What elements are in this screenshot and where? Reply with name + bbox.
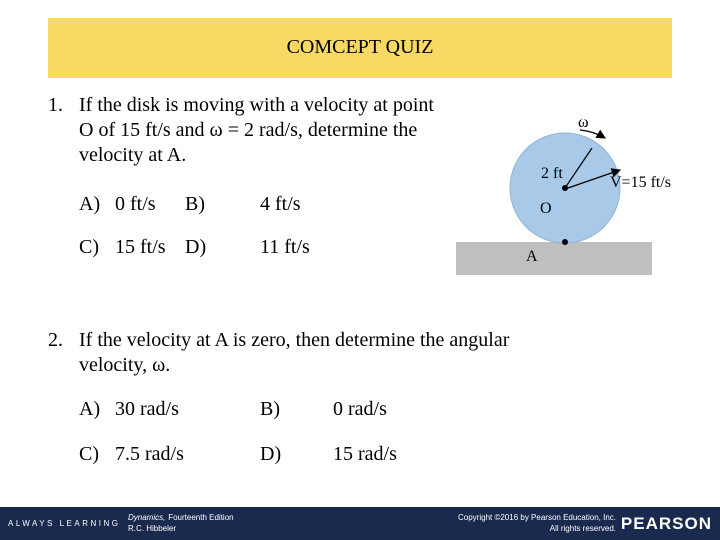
q1-number: 1. — [48, 94, 63, 116]
q1-option-d-letter: D) — [185, 236, 207, 258]
footer-book-title: Dynamics, — [128, 513, 166, 522]
q2-option-a-value: 30 rad/s — [115, 398, 179, 420]
q1-text-line3: velocity at A. — [79, 144, 187, 166]
velocity-label: V=15 ft/s — [610, 174, 672, 191]
omega-label: ω — [578, 114, 589, 131]
title-band — [48, 18, 672, 78]
ground — [456, 242, 652, 275]
q2-option-d-value: 15 rad/s — [333, 443, 397, 465]
footer-bar — [0, 507, 720, 540]
q2-option-d-letter: D) — [260, 443, 282, 465]
q1-text-line2: O of 15 ft/s and ω = 2 rad/s, determine the — [79, 119, 418, 141]
q1-option-a-letter: A) — [79, 193, 101, 215]
q1-option-c-letter: C) — [79, 236, 99, 258]
center-point — [562, 185, 568, 191]
footer-copyright-line2: All rights reserved. — [549, 524, 616, 533]
q2-option-b-value: 0 rad/s — [333, 398, 387, 420]
q2-text-line2: velocity, ω. — [79, 354, 171, 376]
contact-point — [562, 239, 568, 245]
q2-number: 2. — [48, 329, 63, 351]
q1-option-b-letter: B) — [185, 193, 205, 215]
q1-option-d-value: 11 ft/s — [260, 236, 310, 258]
contact-label: A — [526, 248, 538, 265]
footer-book-edition: Fourteenth Edition — [166, 513, 234, 522]
center-label: O — [540, 200, 552, 217]
q1-option-c-value: 15 ft/s — [115, 236, 166, 258]
q2-option-c-letter: C) — [79, 443, 99, 465]
footer-brand-logo: PEARSON — [620, 514, 712, 533]
q2-text-line1: If the velocity at A is zero, then determine the angular — [79, 329, 510, 351]
q2-option-a-letter: A) — [79, 398, 101, 420]
q1-option-b-value: 4 ft/s — [260, 193, 301, 215]
disk-diagram — [440, 100, 720, 290]
page-title: COMCEPT QUIZ — [286, 36, 434, 58]
radius-label: 2 ft — [541, 165, 563, 182]
footer-author: R.C. Hibbeler — [128, 524, 177, 533]
footer-tagline: ALWAYS LEARNING — [8, 519, 121, 528]
footer-copyright-line1: Copyright ©2016 by Pearson Education, Inc. — [458, 513, 616, 522]
q2-option-c-value: 7.5 rad/s — [115, 443, 184, 465]
q2-option-b-letter: B) — [260, 398, 280, 420]
q1-option-a-value: 0 ft/s — [115, 193, 156, 215]
q1-text-line1: If the disk is moving with a velocity at point — [79, 94, 434, 116]
